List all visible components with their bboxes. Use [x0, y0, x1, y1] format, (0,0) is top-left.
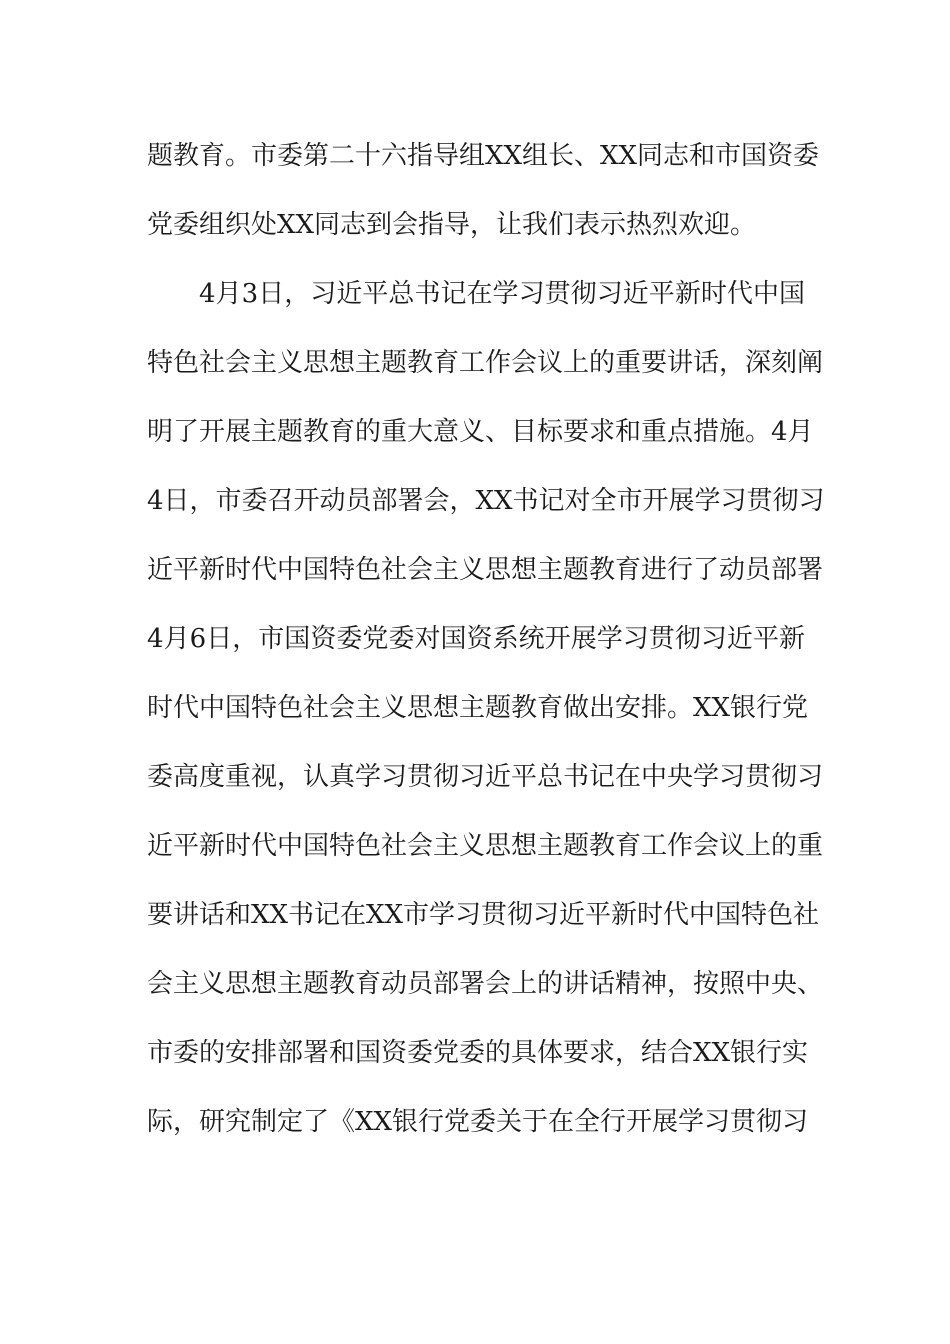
text-line-9: 时代中国特色社会主义思想主题教育做出安排。XX银行党: [147, 693, 809, 723]
text-line-12: 要讲话和XX书记在XX市学习贯彻习近平新时代中国特色社: [147, 900, 820, 930]
text-line-4: 特色社会主义思想主题教育工作会议上的重要讲话，深刻阐: [147, 348, 824, 378]
text-line-6: 4日，市委召开动员部署会，XX书记对全市开展学习贯彻习: [147, 486, 825, 516]
text-line-15: 际，研究制定了《XX银行党委关于在全行开展学习贯彻习: [147, 1107, 809, 1137]
text-line-2: 党委组织处XX同志到会指导，让我们表示热烈欢迎。: [147, 210, 757, 240]
text-line-14: 市委的安排部署和国资委党委的具体要求，结合XX银行实: [147, 1038, 809, 1068]
text-line-11: 近平新时代中国特色社会主义思想主题教育工作会议上的重: [147, 831, 824, 861]
text-line-10: 委高度重视，认真学习贯彻习近平总书记在中央学习贯彻习: [147, 762, 824, 792]
text-line-7: 近平新时代中国特色社会主义思想主题教育进行了动员部署: [147, 555, 824, 585]
text-line-8: 4月6日，市国资委党委对国资系统开展学习贯彻习近平新: [147, 624, 805, 654]
text-line-5: 明了开展主题教育的重大意义、目标要求和重点措施。4月: [147, 417, 814, 447]
text-line-13: 会主义思想主题教育动员部署会上的讲话精神，按照中央、: [147, 969, 824, 999]
text-line-3: 4月3日，习近平总书记在学习贯彻习近平新时代中国: [199, 279, 805, 309]
text-line-1: 题教育。市委第二十六指导组XX组长、XX同志和市国资委: [147, 141, 820, 171]
